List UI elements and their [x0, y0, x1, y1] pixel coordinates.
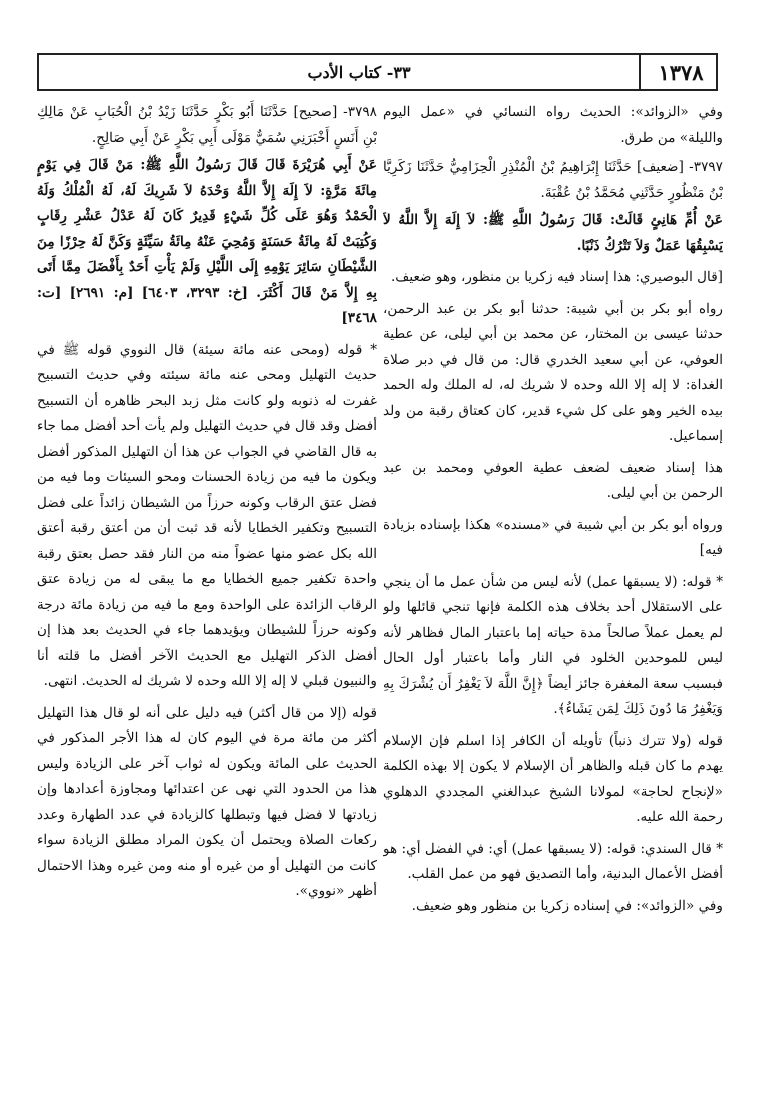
weak-chain-note: هذا إسناد ضعيف لضعف عطية العوفي ومحمد بن عبد الرحمن بن أبي ليلى. [383, 459, 723, 501]
busiri-note: [قال البوصيري: هذا إسناد فيه زكريا بن منظور، وهو ضعيف. [390, 269, 723, 285]
hadith-3797-chain: ٣٧٩٧- [ضعيف] حَدَّثَنَا إِبْرَاهِيمُ بْنُ الْمُنْذِرِ الْحِزَامِيُّ حَدَّثَنَا زَكَرِيَّا بْنُ مَنْظُورٍ حَدَّثَنِي مُحَمَّدُ بْنُ عُقْبَةَ. [383, 159, 723, 201]
nawawi-commentary: * قوله (ومحى عنه مائة سيئة) قال النووي قوله ﷺ في حديث التهليل ومحى عنه مائة سيئته وفي حديث التسبيح غفرت له ذنوبه ولو كانت مثل زبد البحر ظاهره أن التسبيح أفضل وقد قال في حديث التهليل ولم يأت أحد أفضل مما جاء به قال القاضي في الجواب عن هذا أن التهليل المذكور أفضل ويكون ما فيه من زيادة الحسنات ومحو السيئات وما فيه من فضل عتق الرقاب وكونه حرزاً من الشيطان زائداً على فضل التسبيح وتكفير الخطايا لأنه قد ثبت أن من أعتق رقبة أعتق الله بكل عضو منها عضواً منه من النار فقد حصل بعتق رقبة واحدة تكفير جميع الخطايا مع ما يبقى له من زيادة عتق الرقاب الزائدة على الواحدة ومع ما فيه من زيادة مائة درجة وكونه حرزاً للشيطان ويؤيدهما جاء في الحديث بعد هذا إن أفضل الذكر التهليل مع الحديث الآخر أفضل ما قلته أنا والنبيون قبلي لا إله إلا الله وحده لا شريك له الحديث. انتهى. [37, 341, 377, 689]
zawaid-note-2: وفي «الزوائد»: في إسناده زكريا بن منظور وهو ضعيف. [411, 897, 723, 914]
hadith-3798-text: عَنْ أَبِي هُرَيْرَةَ قَالَ قَالَ رَسُولُ اللَّهِ ﷺ: مَنْ قَالَ فِي يَوْمٍ مِائَةَ مَرَّةٍ: لاَ إِلَهَ إِلاَّ اللَّهُ وَحْدَهُ لاَ شَرِيكَ لَهُ، لَهُ الْمُلْكُ وَلَهُ الْحَمْدُ وَهُوَ عَلَى كُلِّ شَيْءٍ قَدِيرٌ كَانَ لَهُ عَدْلُ عَشْرِ رِقَابٍ وَكُتِبَتْ لَهُ مِائَةُ حَسَنَةٍ وَمُحِيَ عَنْهُ مِائَةُ سَيِّئَةٍ وَكَنَّ لَهُ حِرْزًا مِنَ الشَّيْطَانِ سَائِرَ يَوْمِهِ إِلَى اللَّيْلِ وَلَمْ يَأْتِ أَحَدٌ بِأَفْضَلَ مِمَّا أَتَى بِهِ إِلاَّ مَنْ قَالَ أَكْثَرَ. [خ: ٣٢٩٣، ٦٤٠٣] [م: ٢٦٩١] [ت: ٣٤٦٨] [37, 157, 377, 326]
header-divider [639, 55, 641, 89]
illa-man-qala-commentary: قوله (إلا من قال أكثر) فيه دليل على أنه لو قال هذا التهليل أكثر من مائة مرة في اليوم كان له هذا الأجر المذكور في الحديث على المائة ويكون له ثواب آخر على الزيادة وليس هذا من الحدود التي نهى عن اعتدائها ومجاوزة أعدادها وإن زيادتها لا فضل فيها وتبطلها كالزيادة في عدد الطهارة وعدد ركعات الصلاة ويحتمل أن يكون المراد مطلق الزيادة سواء كانت من التهليل أو من غيره أو منه ومن غيره وهذا الاحتمال أظهر «نووي». [37, 704, 377, 899]
commentary-la-yasbiquha: * قوله: (لا يسبقها عمل) لأنه ليس من شأن عمل ما أن ينجي على الاستقلال أحد بخلاف هذه الكلمة فإنها تنجي قائلها ولو لم يعمل عملاً صالحاً مدة حياته إما باعتبار المال فظاهر لأنه ليس للموحدين الخلود في النار وأما باعتبار أول الحال فبسبب سعة المغفرة جائز أيضاً ﴿إِنَّ اللَّهَ لاَ يَغْفِرُ أَن يُشْرَكَ بِهِ وَيَغْفِرُ مَا دُونَ ذَلِكَ لِمَن يَشَاءُ﴾. [383, 573, 723, 717]
commentary-la-tatruk: قوله (ولا تترك ذنباً) تأويله أن الكافر إذا اسلم فإن الإسلام يهدم ما كان قبله والظاهر أن الإسلام لا يكون إلا بهذه الكلمة «لإنجاح لحاجة» لمولانا الشيخ عبدالغني المجددي الدهلوي رحمة الله عليه. [383, 732, 723, 825]
abu-bakr-narration: رواه أبو بكر بن أبي شيبة: حدثنا أبو بكر بن عبد الرحمن، حدثنا عيسى بن المختار، عن محمد بن أبي ليلى، عن عطية العوفي، عن أبي سعيد الخدري قال: من قال في دبر صلاة الغداة: لا إله إلا الله وحده لا شريك له، له الملك وله الحمد بيده الخير وهو على كل شيء قدير، كان كعتاق رقبة من ولد إسماعيل. [383, 300, 723, 444]
right-column [383, 100, 723, 1090]
left-column [37, 100, 377, 1090]
chapter-title: ٣٣- كتاب الأدب [307, 63, 411, 82]
hadith-3798-chain: ٣٧٩٨- [صحيح] حَدَّثَنَا أَبُو بَكْرٍ حَدَّثَنَا زَيْدُ بْنُ الْحُبَابِ عَنْ مَالِكِ بْنِ أَنَسٍ أَخْبَرَنِي سُمَيٌّ مَوْلَى أَبِي بَكْرٍ عَنْ أَبِي صَالِحٍ. [37, 104, 377, 146]
page-header [37, 53, 718, 91]
page-number: ١٣٧٨ [658, 60, 704, 85]
musnad-note: ورواه أبو بكر بن أبي شيبة في «مسنده» هكذا بإسناده بزيادة فيه] [383, 516, 723, 558]
hadith-3797-text: عَنْ أُمِّ هَانِئٍ قَالَتْ: قَالَ رَسُولُ اللَّهِ ﷺ: لاَ إِلَهَ إِلاَّ اللَّهُ لاَ يَسْبِقُهَا عَمَلٌ وَلاَ تَتْرُكُ ذَنْبًا. [383, 212, 723, 254]
sindi-commentary: * قال السندي: قوله: (لا يسبقها عمل) أي: في الفضل أي: هو أفضل الأعمال البدنية، وأما التصديق فهو من عمل القلب. [383, 840, 723, 882]
zawaid-note-1: وفي «الزوائد»: الحديث رواه النسائي في «عمل اليوم والليلة» من طرق. [383, 104, 723, 146]
